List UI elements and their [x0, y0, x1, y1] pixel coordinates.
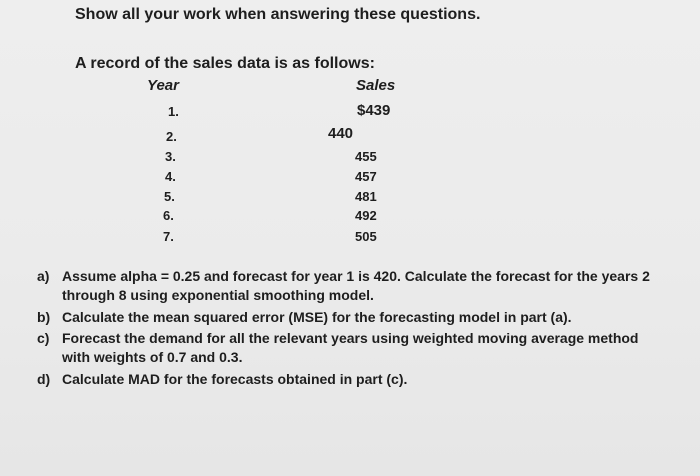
year-column-header: Year	[147, 77, 179, 94]
sales-cell: 505	[355, 229, 377, 244]
sales-cell: 457	[355, 169, 377, 184]
question-text: Calculate MAD for the forecasts obtained in part (c).	[62, 371, 408, 387]
year-cell: 2.	[166, 129, 177, 144]
question-text: Assume alpha = 0.25 and forecast for year 1 is 420. Calculate the forecast for the years 2 through 8 using exponential smoothing model.	[62, 268, 650, 303]
page-heading: Show all your work when answering these questions.	[75, 6, 481, 23]
intro-text: A record of the sales data is as follows:	[75, 55, 375, 72]
year-cell: 6.	[163, 208, 174, 223]
question-c	[37, 329, 667, 367]
sales-cell: 455	[355, 149, 377, 164]
question-text: Calculate the mean squared error (MSE) for the forecasting model in part (a).	[62, 309, 572, 325]
sales-cell: $439	[357, 102, 391, 119]
question-a	[37, 267, 667, 305]
year-cell: 4.	[165, 169, 176, 184]
question-label: c)	[37, 330, 50, 346]
sales-cell: 440	[328, 125, 354, 142]
sales-cell: 481	[355, 189, 377, 204]
question-d	[37, 370, 667, 389]
year-cell: 1.	[168, 104, 179, 119]
question-label: a)	[37, 268, 50, 284]
year-cell: 5.	[164, 189, 175, 204]
sales-cell: 492	[355, 208, 377, 223]
year-cell: 7.	[163, 229, 174, 244]
question-b	[37, 308, 667, 327]
question-label: d)	[37, 371, 51, 387]
question-label: b)	[37, 309, 51, 325]
question-text: Forecast the demand for all the relevant years using weighted moving average method with weights of 0.7 and 0.3.	[62, 330, 639, 365]
year-cell: 3.	[165, 149, 176, 164]
sales-column-header: Sales	[356, 77, 396, 94]
